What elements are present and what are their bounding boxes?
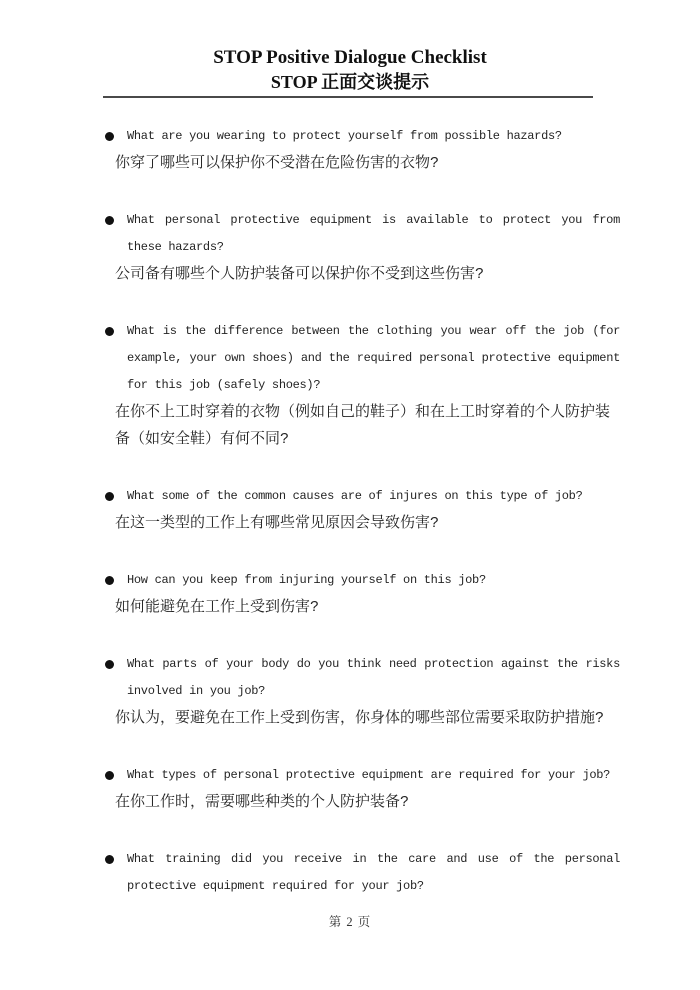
checklist bbox=[95, 123, 620, 900]
page-footer bbox=[0, 912, 700, 930]
question-english: What are you wearing to protect yourself from possible hazards? bbox=[127, 129, 562, 143]
checklist-item bbox=[95, 207, 620, 288]
checklist-item bbox=[95, 123, 620, 177]
checklist-item bbox=[95, 762, 620, 816]
bullet-icon bbox=[105, 576, 114, 585]
bullet-icon bbox=[105, 132, 114, 141]
question-english: What some of the common causes are of injures on this type of job? bbox=[127, 489, 583, 503]
question-english: How can you keep from injuring yourself on this job? bbox=[127, 573, 486, 587]
bullet-icon bbox=[105, 660, 114, 669]
question-chinese: 在这一类型的工作上有哪些常见原因会导致伤害? bbox=[115, 515, 440, 532]
question-english: What is the difference between the clothing you wear off the job (for example, your own shoes) and the required personal protective equipment for this job (safely shoes)? bbox=[127, 324, 620, 392]
bullet-icon bbox=[105, 771, 114, 780]
bullet-icon bbox=[105, 492, 114, 501]
question-english: What types of personal protective equipment are required for your job? bbox=[127, 768, 611, 782]
question-chinese: 在你工作时，需要哪些种类的个人防护装备? bbox=[115, 794, 410, 811]
question-chinese: 如何能避免在工作上受到伤害? bbox=[115, 599, 320, 616]
document-title: STOP Positive Dialogue Checklist bbox=[213, 47, 487, 68]
bullet-icon bbox=[105, 216, 114, 225]
checklist-item bbox=[95, 567, 620, 621]
checklist-item bbox=[95, 483, 620, 537]
checklist-item bbox=[95, 651, 620, 732]
checklist-item bbox=[95, 318, 620, 453]
bullet-icon bbox=[105, 855, 114, 864]
document-header bbox=[0, 0, 700, 98]
question-chinese: 在你不上工时穿着的衣物（例如自己的鞋子）和在上工时穿着的个人防护装备（如安全鞋）有何不同? bbox=[115, 404, 611, 448]
question-english: What parts of your body do you think need protection against the risks involved in you job? bbox=[127, 657, 620, 698]
page-number: 第 2 页 bbox=[328, 915, 372, 929]
question-chinese: 公司备有哪些个人防护装备可以保护你不受到这些伤害? bbox=[115, 266, 485, 283]
document-subtitle: STOP 正面交谈提示 bbox=[270, 72, 430, 92]
question-english: What training did you receive in the care and use of the personal protective equipment required for your job? bbox=[127, 852, 620, 893]
question-english: What personal protective equipment is available to protect you from these hazards? bbox=[127, 213, 620, 254]
question-chinese: 你穿了哪些可以保护你不受潜在危险伤害的衣物? bbox=[115, 155, 440, 172]
question-chinese: 你认为，要避免在工作上受到伤害，你身体的哪些部位需要采取防护措施? bbox=[115, 710, 605, 727]
header-divider bbox=[103, 96, 593, 98]
bullet-icon bbox=[105, 327, 114, 336]
checklist-item bbox=[95, 846, 620, 900]
